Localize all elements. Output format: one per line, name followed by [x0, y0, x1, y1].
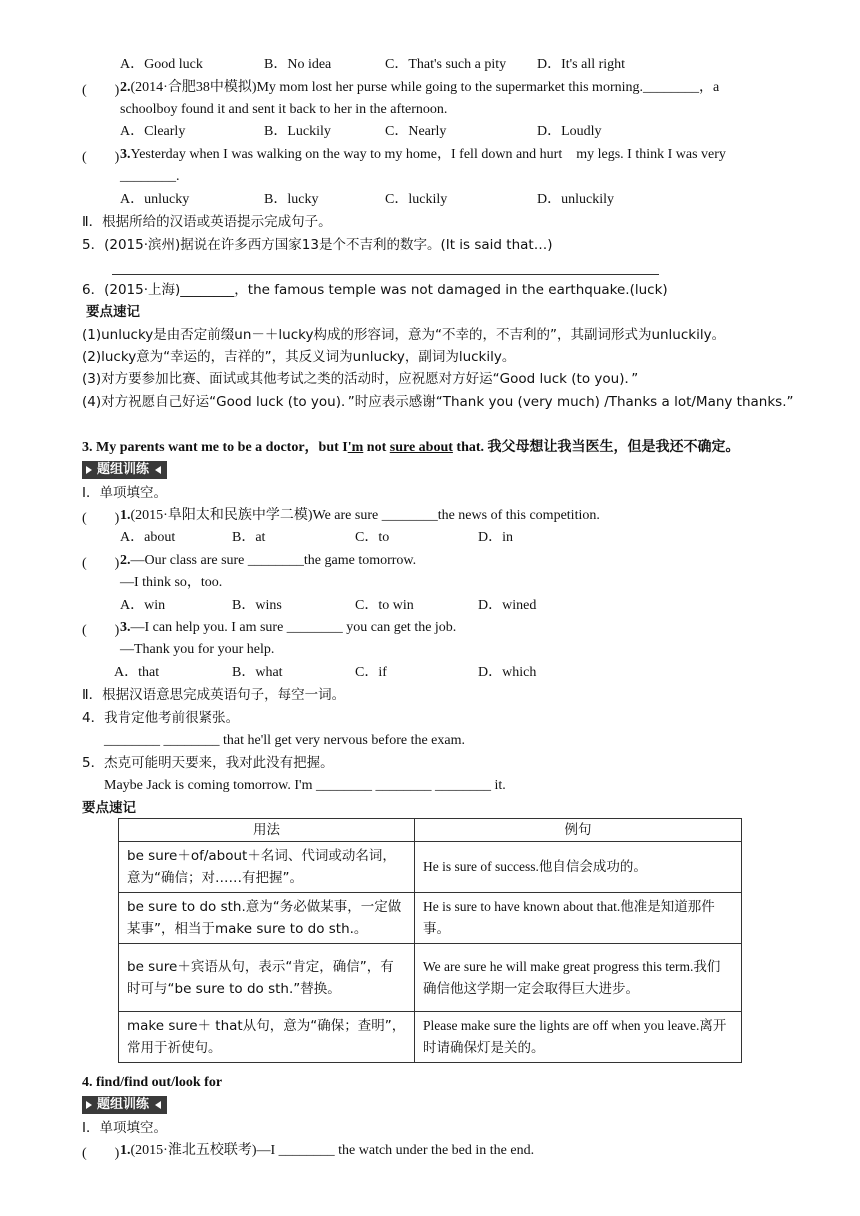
- item-3-part-b: 'm: [347, 440, 364, 455]
- s3q2-stem: [120, 552, 416, 570]
- s3q3-stem: [120, 619, 456, 637]
- q1-option-d: D．It's all right: [537, 57, 626, 72]
- q3-number: 3.: [120, 147, 131, 162]
- practice-group-tag: [82, 461, 167, 479]
- section-1-heading: Ⅰ．单项填空。: [82, 485, 167, 501]
- q3-option-d: D．unluckily: [537, 192, 614, 207]
- play-left-icon: [155, 1101, 161, 1109]
- item-3-heading: [82, 439, 740, 457]
- q3-option-c: C．luckily: [385, 192, 448, 207]
- note-1: (1)unlucky是由否定前缀un－＋lucky构成的形容词，意为“不幸的，不吉利的”，其副词形式为unluckily。: [82, 327, 726, 343]
- notes-2-title: 要点速记: [82, 800, 136, 816]
- example-cell: We are sure he will make great progress this term.我们确信他这学期一定会取得巨大进步。: [415, 944, 742, 1012]
- s3q2-option-d: D．wined: [478, 598, 537, 613]
- item-3-part-d: sure about: [389, 440, 453, 455]
- s3q2-option-c: C．to win: [355, 598, 414, 613]
- s3q1-option-c: C．to: [355, 530, 390, 545]
- s3q1-text: (2015·阜阳太和民族中学二模)We are sure ________the news of this competition.: [130, 508, 600, 523]
- q1-option-c: C．That's such a pity: [385, 57, 507, 72]
- s3q4-chinese: 4．我肯定他考前很紧张。: [82, 710, 240, 726]
- q3-option-b: B．lucky: [264, 192, 319, 207]
- s3q2-option-b: B．wins: [232, 598, 282, 613]
- header-usage: 用法: [119, 819, 415, 842]
- note-4: (4)对方祝愿自己好运“Good luck (to you)．”时应表示感谢“Thank you (very much) /Thanks a lot/Many thanks.”: [82, 394, 794, 410]
- note-2: (2)lucky意为“幸运的，吉祥的”，其反义词为unlucky，副词为luckily。: [82, 349, 516, 365]
- q1-option-a: A．Good luck: [120, 57, 203, 72]
- table-row: [119, 944, 742, 1012]
- usage-table: [118, 818, 742, 1063]
- table-header-row: [119, 819, 742, 842]
- s3q1-number: 1.: [120, 508, 131, 523]
- q2-answer-paren: ( ): [82, 83, 120, 98]
- s3q3-option-b: B．what: [232, 665, 283, 680]
- s3q2-reply: —I think so，too.: [120, 575, 223, 590]
- table-row: [119, 1012, 742, 1063]
- usage-cell: be sure＋宾语从句，表示“肯定，确信”，有时可与“be sure to do sth.”替换。: [119, 944, 415, 1012]
- item-3-part-a: 3. My parents want me to be a doctor，but I: [82, 440, 348, 455]
- s3q3-option-a: A．that: [114, 665, 160, 680]
- s3q2-number: 2.: [120, 553, 131, 568]
- s4q1-number: 1.: [120, 1143, 131, 1158]
- item-3-part-c: not: [363, 440, 390, 455]
- play-right-icon: [86, 1101, 92, 1109]
- usage-cell: make sure＋ that从句，意为“确保；查明”，常用于祈使句。: [119, 1012, 415, 1063]
- q1-option-b: B．No idea: [264, 57, 332, 72]
- q3-option-a: A．unlucky: [120, 192, 190, 207]
- s3q5-english: Maybe Jack is coming tomorrow. I'm ________ ________ ________ it.: [104, 778, 506, 793]
- q2-option-c: C．Nearly: [385, 124, 447, 139]
- s3q3-number: 3.: [120, 620, 131, 635]
- s3q5-chinese: 5．杰克可能明天要来，我对此没有把握。: [82, 755, 334, 771]
- s4q1-answer-paren: ( ): [82, 1146, 120, 1161]
- s3q1-stem: [120, 507, 600, 525]
- s3q3-answer-paren: ( ): [82, 623, 120, 638]
- example-cell: He is sure to have known about that.他准是知道那件事。: [415, 893, 742, 944]
- section-1b-heading: Ⅰ．单项填空。: [82, 1120, 167, 1136]
- section-2-heading: Ⅱ．根据所给的汉语或英语提示完成句子。: [82, 214, 332, 230]
- note-3: (3)对方要参加比赛、面试或其他考试之类的活动时，应祝愿对方好运“Good luck (to you)．”: [82, 371, 639, 387]
- table-row: [119, 842, 742, 893]
- practice-group-label: 题组训练: [97, 462, 150, 477]
- s4q1-stem: [120, 1142, 534, 1160]
- q2-option-b: B．Luckily: [264, 124, 331, 139]
- item-3-part-e: that. 我父母想让我当医生，但是我还不确定。: [452, 440, 740, 455]
- s3q3-text: —I can help you. I am sure ________ you can get the job.: [130, 620, 457, 635]
- q2-option-a: A．Clearly: [120, 124, 186, 139]
- play-right-icon: [86, 466, 92, 474]
- s4q1-text: (2015·淮北五校联考)—I ________ the watch under the bed in the end.: [130, 1143, 535, 1158]
- s3q3-option-d: D．which: [478, 665, 537, 680]
- notes-title: 要点速记: [86, 304, 140, 320]
- q2-stem-line1: [120, 79, 719, 97]
- item-4-heading: 4. find/find out/look for: [82, 1075, 223, 1090]
- q2-text: (2014·合肥38中模拟)My mom lost her purse while going to the supermarket this morning.________，a: [130, 80, 720, 95]
- s3q1-option-d: D．in: [478, 530, 513, 545]
- q2-option-d: D．Loudly: [537, 124, 602, 139]
- usage-cell: be sure to do sth.意为“务必做某事，一定做某事”，相当于make sure to do sth.。: [119, 893, 415, 944]
- s3q2-answer-paren: ( ): [82, 556, 120, 571]
- section-2b-heading: Ⅱ．根据汉语意思完成英语句子，每空一词。: [82, 687, 346, 703]
- q3-stem-line1: [120, 146, 726, 164]
- example-cell: He is sure of success.他自信会成功的。: [415, 842, 742, 893]
- practice-group-label: 题组训练: [97, 1097, 150, 1112]
- usage-cell: be sure＋of/about＋名词、代词或动名词，意为“确信；对……有把握”。: [119, 842, 415, 893]
- s3q2-text: —Our class are sure ________the game tomorrow.: [130, 553, 417, 568]
- header-example: 例句: [415, 819, 742, 842]
- s3q1-answer-paren: ( ): [82, 511, 120, 526]
- q5-text: 5．(2015·滨州)据说在许多西方国家13是个不吉利的数字。(It is said that…): [82, 237, 553, 253]
- q2-stem-line2: schoolboy found it and sent it back to her in the afternoon.: [120, 102, 448, 117]
- practice-group-tag: [82, 1096, 167, 1114]
- play-left-icon: [155, 466, 161, 474]
- s3q1-option-b: B．at: [232, 530, 266, 545]
- table-row: [119, 893, 742, 944]
- q3-answer-paren: ( ): [82, 150, 120, 165]
- q3-stem-line2: ________.: [120, 169, 180, 184]
- q3-text: Yesterday when I was walking on the way to my home，I fell down and hurt my legs. I think I was very: [130, 147, 726, 162]
- s3q2-option-a: A．win: [120, 598, 166, 613]
- q5-answer-line: [112, 274, 659, 275]
- q2-number: 2.: [120, 80, 131, 95]
- s3q1-option-a: A．about: [120, 530, 176, 545]
- s3q4-english: ________ ________ that he'll get very nervous before the exam.: [104, 733, 465, 748]
- q6-text: 6．(2015·上海)________，the famous temple was not damaged in the earthquake.(luck): [82, 282, 668, 298]
- s3q3-option-c: C．if: [355, 665, 387, 680]
- example-cell: Please make sure the lights are off when you leave.离开时请确保灯是关的。: [415, 1012, 742, 1063]
- s3q3-reply: —Thank you for your help.: [120, 642, 275, 657]
